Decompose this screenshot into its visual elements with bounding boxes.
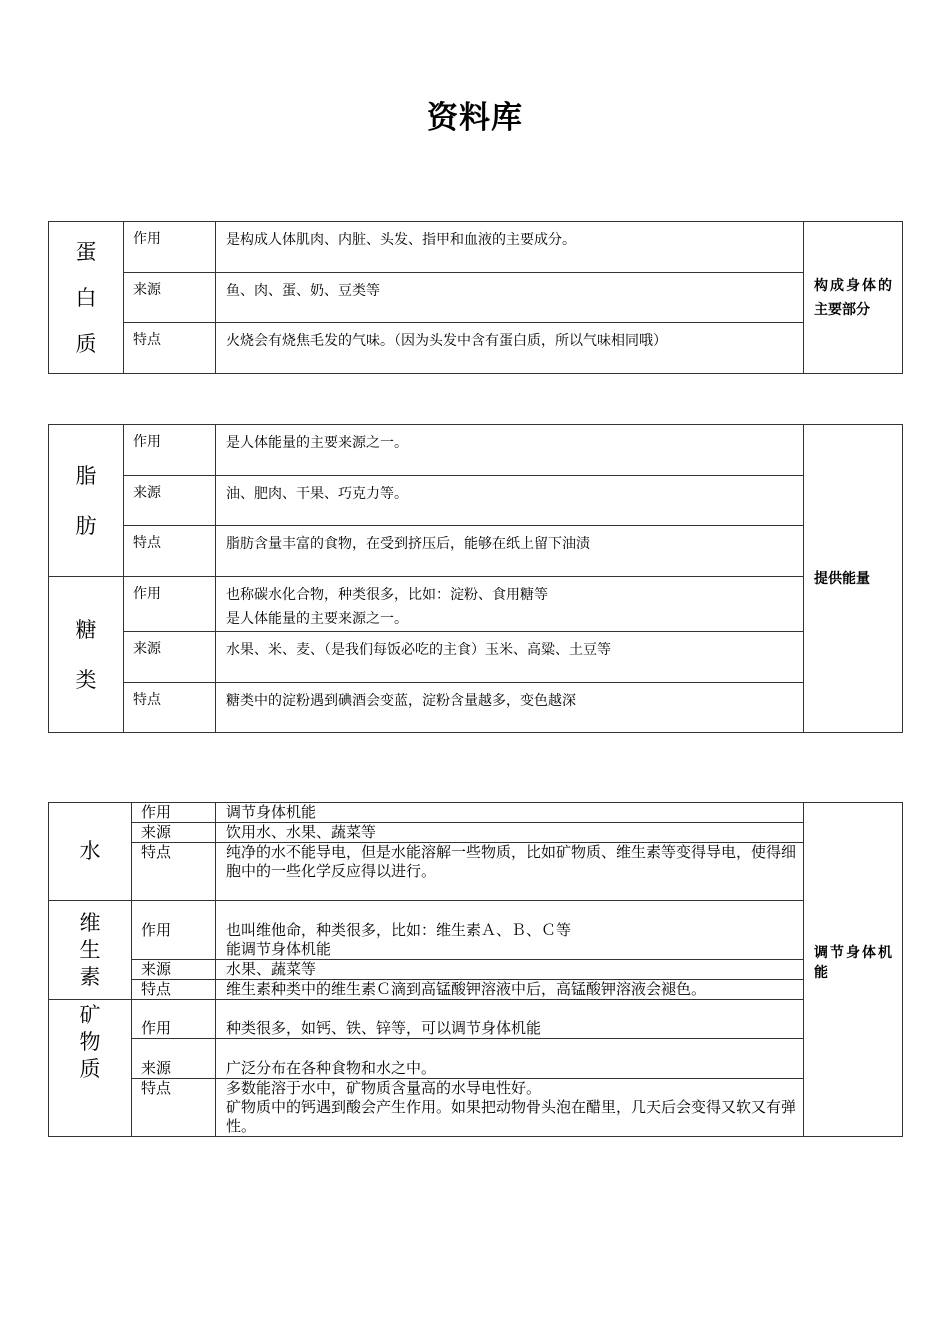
table-row [49,323,903,374]
row-text: 水果、蔬菜等 [216,960,804,980]
row-label: 作用 [124,425,216,476]
table-row [49,425,903,476]
row-text: 是构成人体肌肉、内脏、头发、指甲和血液的主要成分。 [216,222,804,273]
row-text: 火烧会有烧焦毛发的气味。（因为头发中含有蛋白质，所以气味相同哦） [216,323,804,374]
row-label: 作用 [124,577,216,632]
row-text: 维生素种类中的维生素Ｃ滴到高锰酸钾溶液中后，高锰酸钾溶液会褪色。 [216,980,804,1000]
row-text: 油、肥肉、干果、巧克力等。 [216,476,804,526]
nutrient-name-fat: 脂 肪 [49,425,124,577]
row-text: 是人体能量的主要来源之一。 [216,425,804,476]
row-text: 脂肪含量丰富的食物，在受到挤压后，能够在纸上留下油渍 [216,526,804,577]
table-row [49,526,903,577]
row-label: 特点 [124,683,216,733]
regulation-table [48,802,903,1137]
nutrient-name-water: 水 [49,803,132,901]
table-row [49,901,903,960]
nutrient-name-mineral: 矿 物 质 [49,1000,132,1137]
table-row [49,960,903,980]
row-label: 特点 [124,323,216,374]
row-label: 特点 [132,843,216,901]
table-row [49,577,903,632]
table-row [49,1039,903,1079]
row-label: 来源 [132,1039,216,1079]
summary-cell: 构成身体的主要部分 [804,222,903,374]
table-row [49,632,903,683]
nutrient-name-sugar: 糖 类 [49,577,124,733]
row-label: 作用 [124,222,216,273]
row-text: 水果、米、麦、（是我们每饭必吃的主食）玉米、高粱、土豆等 [216,632,804,683]
row-label: 作用 [132,803,216,823]
table-row [49,476,903,526]
row-text: 调节身体机能 [216,803,804,823]
row-label: 特点 [124,526,216,577]
table-row [49,683,903,733]
row-label: 来源 [124,632,216,683]
table-row [49,980,903,1000]
row-text: 广泛分布在各种食物和水之中。 [216,1039,804,1079]
table-row [49,823,903,843]
row-label: 特点 [132,980,216,1000]
row-label: 来源 [124,476,216,526]
page-title: 资料库 [427,100,523,136]
table-row [49,1000,903,1039]
table-row [49,273,903,323]
row-label: 来源 [132,960,216,980]
row-text: 多数能溶于水中，矿物质含量高的水导电性好。 矿物质中的钙遇到酸会产生作用。如果把动物骨头泡在醋里，几天后会变得又软又有弹性。 [216,1079,804,1137]
row-label: 特点 [132,1079,216,1137]
row-label: 来源 [124,273,216,323]
energy-table [48,424,903,733]
nutrient-name-vitamin: 维 生 素 [49,901,132,1000]
protein-table [48,221,903,374]
row-label: 作用 [132,901,216,960]
row-text: 纯净的水不能导电，但是水能溶解一些物质，比如矿物质、维生素等变得导电，使得细胞中的一些化学反应得以进行。 [216,843,804,901]
row-text: 也叫维他命，种类很多，比如：维生素Ａ、Ｂ、Ｃ等 能调节身体机能 [216,901,804,960]
summary-cell: 调节身体机能 [804,803,903,1137]
row-label: 来源 [132,823,216,843]
row-text: 糖类中的淀粉遇到碘酒会变蓝，淀粉含量越多，变色越深 [216,683,804,733]
table-row [49,1079,903,1137]
row-label: 作用 [132,1000,216,1039]
nutrient-name-protein: 蛋 白 质 [49,222,124,374]
table-row [49,222,903,273]
row-text: 也称碳水化合物，种类很多，比如：淀粉、食用糖等 是人体能量的主要来源之一。 [216,577,804,632]
summary-cell: 提供能量 [804,425,903,733]
table-row [49,843,903,901]
row-text: 鱼、肉、蛋、奶、豆类等 [216,273,804,323]
row-text: 种类很多，如钙、铁、锌等，可以调节身体机能 [216,1000,804,1039]
row-text: 饮用水、水果、蔬菜等 [216,823,804,843]
table-row [49,803,903,823]
